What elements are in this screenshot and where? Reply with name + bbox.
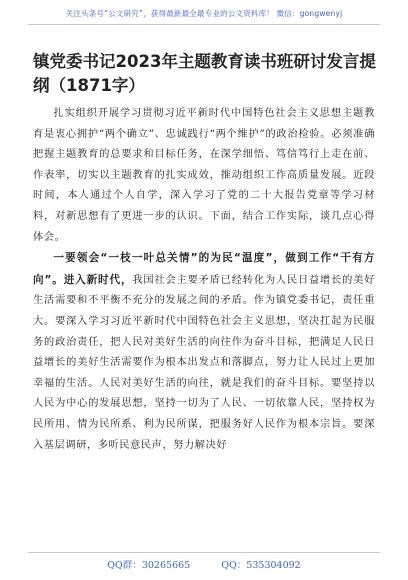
paragraph-section-1 [33,248,375,456]
header-notice-text: 关注头条号“公文研究”，获得最新最全最专业的公文资料库！ 微信：gongwenyj [65,9,343,18]
header-notice [0,8,408,25]
section-1-body: 我国社会主要矛盾已经转化为人民日益增长的美好生活需要和不平衡不充分的发展之间的矛盾。作为镇党委书记，责任重大。要深入学习习近平新时代中国特色社会主义思想，坚决扛起为民服务的政治责任，把人民对美好生活的向往作为奋斗目标，把满足人民日益增长的美好生活需要作为根本出发点和落脚点，努力让人民过上更加幸福的生活。人民对美好生活的向往，就是我们的奋斗目标。要坚持以人民为中心的发展思想，坚持一切为了人民、一切依靠人民，坚持权为民所用、情为民所系、利为民所谋，把服务好人民作为根本宗旨。要深入基层调研，多听民意民声，努力解决好 [33,274,375,451]
footer-qq-group: QQ群：30265665 [107,560,191,571]
document-body [33,104,375,456]
footer-divider [28,552,380,553]
paragraph-intro: 扎实组织开展学习贯彻习近平新时代中国特色社会主义思想主题教育是衷心拥护“两个确立”、忠诚践行“两个维护”的政治检验。必须准确把握主题教育的总要求和目标任务，在深学细悟、笃信笃行上走在前、作表率，切实以主题教育的扎实成效，推动组织工作高质量发展。近段时间，本人通过个人自学，深入学习了党的二十大报告党章等学习材料，对新思想有了更进一步的认识。下面，结合工作实际，谈几点心得体会。 [33,108,375,243]
document-title: 镇党委书记2023年主题教育读书班研讨发言提纲（1871字） [33,52,376,95]
header-divider [28,24,380,25]
section-1-heading: 一要领会“一枝一叶总关情”的为民“温度”，做到工作“干有方向”。 [33,252,375,286]
section-1-lead: 进入新时代， [63,273,133,286]
footer [0,552,408,571]
footer-qq: QQ：535304092 [221,560,301,571]
